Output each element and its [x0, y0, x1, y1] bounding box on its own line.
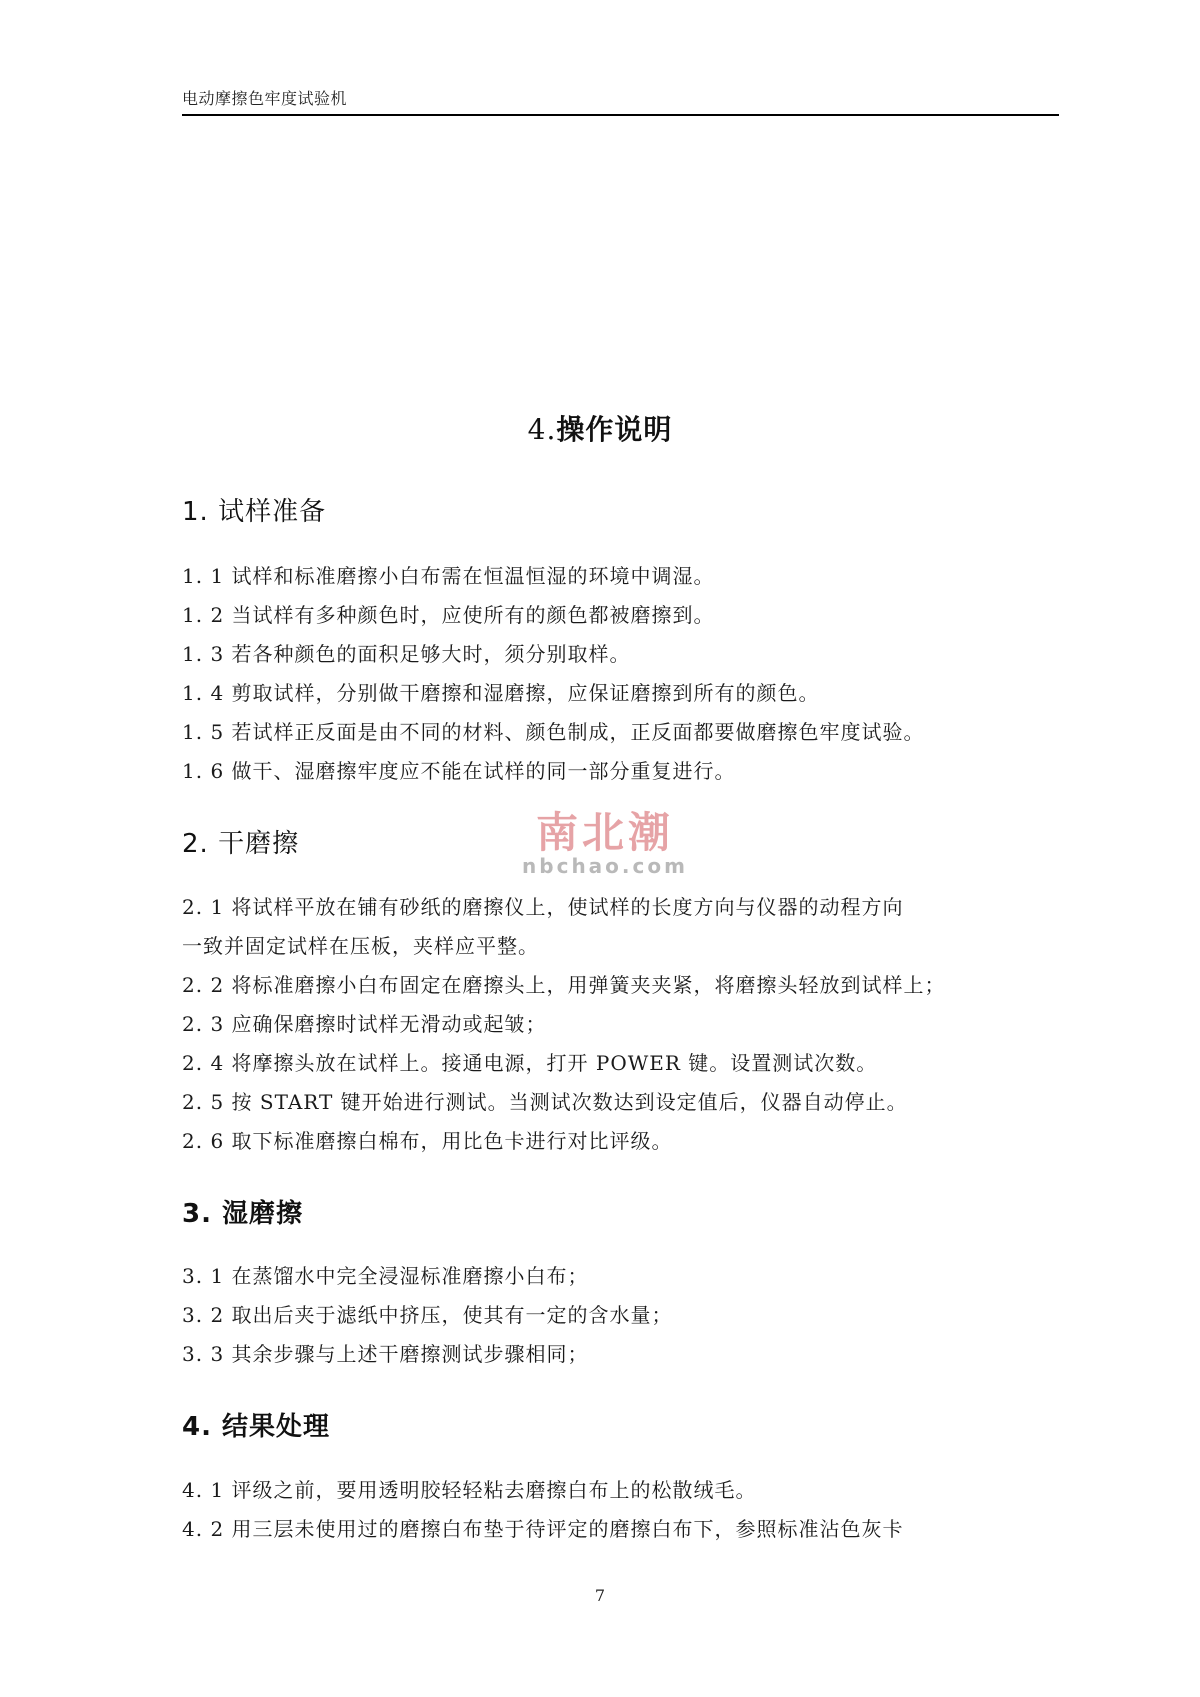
- paragraph-line: 2. 5 按 START 键开始进行测试。当测试次数达到设定值后，仪器自动停止。: [182, 1090, 908, 1114]
- running-header: 电动摩擦色牢度试验机: [182, 89, 348, 108]
- paragraph-line: 3. 3 其余步骤与上述干磨擦测试步骤相同；: [182, 1342, 589, 1366]
- paragraph-line: 2. 4 将摩擦头放在试样上。接通电源，打开 POWER 键。设置测试次数。: [182, 1051, 878, 1075]
- page-number: 7: [594, 1586, 606, 1605]
- paragraph-line: 1. 2 当试样有多种颜色时，应使所有的颜色都被磨擦到。: [182, 603, 715, 627]
- section-number: 4.: [527, 413, 557, 446]
- header-rule: [182, 114, 1059, 116]
- heading-sample-preparation: 1. 试样准备: [182, 497, 327, 527]
- paragraph-line: 1. 4 剪取试样，分别做干磨擦和湿磨擦，应保证磨擦到所有的颜色。: [182, 681, 820, 705]
- paragraph-line: 1. 6 做干、湿磨擦牢度应不能在试样的同一部分重复进行。: [182, 759, 736, 783]
- paragraph-line: 1. 5 若试样正反面是由不同的材料、颜色制成，正反面都要做磨擦色牢度试验。: [182, 720, 925, 744]
- section-title: [0, 408, 1200, 448]
- paragraph-line: 2. 6 取下标准磨擦白棉布，用比色卡进行对比评级。: [182, 1129, 673, 1153]
- paragraph-line: 一致并固定试样在压板，夹样应平整。: [182, 934, 539, 958]
- paragraph-line: 1. 1 试样和标准磨擦小白布需在恒温恒湿的环境中调湿。: [182, 564, 715, 588]
- paragraph-line: 4. 2 用三层未使用过的磨擦白布垫于待评定的磨擦白布下，参照标准沾色灰卡: [182, 1517, 904, 1541]
- paragraph-line: 3. 1 在蒸馏水中完全浸湿标准磨擦小白布；: [182, 1264, 589, 1288]
- paragraph-line: 2. 2 将标准磨擦小白布固定在磨擦头上，用弹簧夹夹紧，将磨擦头轻放到试样上；: [182, 973, 946, 997]
- paragraph-line: 2. 3 应确保磨擦时试样无滑动或起皱；: [182, 1012, 547, 1036]
- paragraph-line: 3. 2 取出后夹于滤纸中挤压，使其有一定的含水量；: [182, 1303, 673, 1327]
- heading-wet-rubbing: 3. 湿磨擦: [182, 1199, 304, 1229]
- watermark-text-cn: 南北潮: [535, 808, 674, 857]
- paragraph-line: 4. 1 评级之前，要用透明胶轻轻粘去磨擦白布上的松散绒毛。: [182, 1478, 757, 1502]
- paragraph-line: 2. 1 将试样平放在铺有砂纸的磨擦仪上，使试样的长度方向与仪器的动程方向: [182, 895, 904, 919]
- heading-dry-rubbing: 2. 干磨擦: [182, 829, 300, 859]
- watermark-text-en: nbchao.com: [522, 854, 688, 878]
- heading-result-processing: 4. 结果处理: [182, 1412, 331, 1442]
- watermark-logo: [505, 808, 705, 878]
- section-title-text: 操作说明: [556, 413, 673, 446]
- paragraph-line: 1. 3 若各种颜色的面积足够大时，须分别取样。: [182, 642, 631, 666]
